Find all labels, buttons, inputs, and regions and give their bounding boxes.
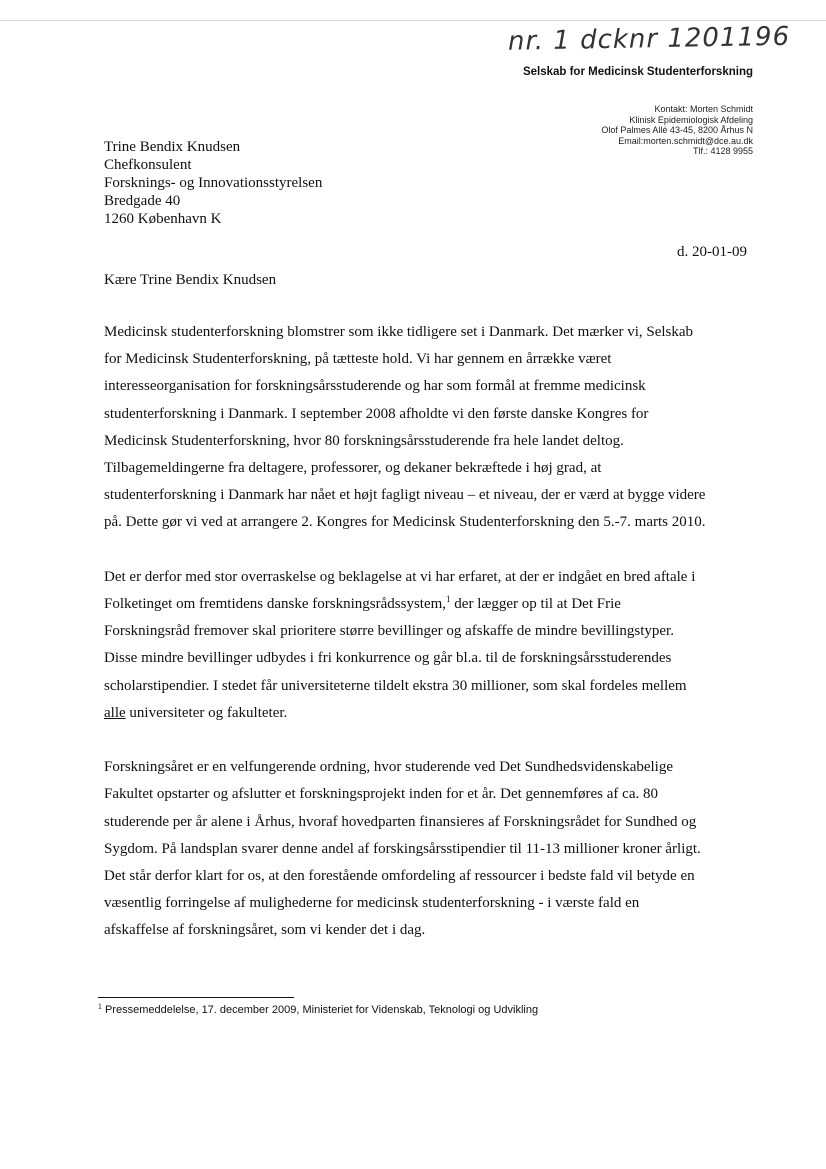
text-segment: universiteter og fakulteter. [125, 704, 288, 721]
text-line: Fakultet opstarter og afslutter et forskningsprojekt inden for et år. Det gennemføres af ca. 80 [104, 786, 658, 803]
salutation: Kære Trine Bendix Knudsen [104, 272, 277, 288]
text-line: interesseorganisation for forskningsårsstuderende og har som formål at fremme medicinsk [104, 378, 646, 395]
letter-body [104, 319, 764, 972]
letterhead-org-name: Selskab for Medicinsk Studenterforskning [522, 66, 753, 78]
paragraph-3 [104, 754, 764, 944]
text-segment: der lægger op til at Det Frie [450, 596, 621, 613]
text-line: Forskningsråd fremover skal prioritere større bevillinger og afskaffe de mindre bevillingstyper. [104, 623, 674, 640]
text-line: Forskningsåret er en velfungerende ordning, hvor studerende ved Det Sundhedsvidenskabelige [104, 759, 674, 776]
footnote-text: Pressemeddelelse, 17. december 2009, Ministeriet for Videnskab, Teknologi og Udvikling [101, 1004, 539, 1016]
text-line: Tilbagemeldingerne fra deltagere, professorer, og dekaner bekræftede i høj grad, at [104, 460, 602, 477]
contact-email: Email:morten.schmidt@dce.au.dk [618, 135, 753, 146]
recipient-organisation: Forsknings- og Innovationsstyrelsen [104, 175, 323, 191]
recipient-street: Bredgade 40 [104, 193, 181, 209]
contact-phone: Tlf.: 4128 9955 [692, 146, 753, 157]
handwritten-note: nr. 1 dcknr 1201196 [507, 21, 791, 57]
text-line: Det står derfor klart for os, at den forestående omfordeling af ressourcer i bedste fald vil betyde en [104, 868, 695, 885]
text-line: studenterforskning i Danmark har nået et højt fagligt niveau – et niveau, der er værd at bygge videre [104, 487, 706, 504]
letterhead-contact [601, 104, 753, 157]
contact-line: Kontakt: Morten Schmidt [654, 104, 753, 114]
text-line: Disse mindre bevillinger udbydes i fri konkurrence og går bl.a. til de forskningsårsstuderendes [104, 650, 672, 667]
text-line: afskaffelse af forskningsåret, som vi kender det i dag. [104, 922, 426, 939]
text-line: Det er derfor med stor overraskelse og beklagelse at vi har erfaret, at der er indgået en bred aftale i [104, 568, 696, 585]
letter-date: d. 20-01-09 [677, 244, 747, 260]
text-line: studerende per år alene i Århus, hvoraf hovedparten finansieres af Forskningsrådet for Sundhed og [104, 813, 697, 830]
recipient-name: Trine Bendix Knudsen [104, 139, 241, 155]
text-line: Medicinsk Studenterforskning, hvor 80 forskningsårsstuderende fra hele landet deltog. [104, 432, 624, 449]
footnote-separator [98, 997, 294, 998]
text-line [104, 591, 764, 618]
footnote-reference: 1 [446, 594, 451, 605]
recipient-address [104, 138, 322, 228]
text-line: Sygdom. På landsplan svarer denne andel af forskingsårsstipendier til 11-13 millioner kroner årligt. [104, 840, 701, 857]
recipient-city: 1260 København K [104, 211, 222, 227]
scan-edge-line [0, 20, 826, 21]
text-line: scholarstipendier. I stedet får universiteterne tildelt ekstra 30 millioner, som skal fordeles mellem [104, 677, 687, 694]
paragraph-1 [104, 319, 764, 537]
underlined-word: alle [104, 704, 126, 721]
contact-line: Klinisk Epidemiologisk Afdeling [629, 114, 753, 125]
contact-line: Olof Palmes Allé 43-45, 8200 Århus N [601, 125, 753, 136]
text-line: for Medicinsk Studenterforskning, på tætteste hold. Vi har gennem en årrække været [104, 351, 612, 368]
text-line: på. Dette gør vi ved at arrangere 2. Kongres for Medicinsk Studenterforskning den 5.-7. marts 2010. [104, 514, 706, 531]
text-segment: Folketinget om fremtidens danske forskningsrådssystem, [104, 596, 447, 613]
footnote [98, 1004, 538, 1016]
text-line [104, 700, 764, 727]
footnote-marker: 1 [98, 1003, 102, 1011]
text-line: Medicinsk studenterforskning blomstrer som ikke tidligere set i Danmark. Det mærker vi, Selskab [104, 324, 694, 340]
recipient-title: Chefkonsulent [104, 157, 192, 173]
paragraph-2 [104, 564, 764, 727]
text-line: væsentlig forringelse af mulighederne for medicinsk studenterforskning - i værste fald en [104, 895, 640, 912]
text-line: studenterforskning i Danmark. I september 2008 afholdte vi den første danske Kongres for [104, 405, 649, 422]
